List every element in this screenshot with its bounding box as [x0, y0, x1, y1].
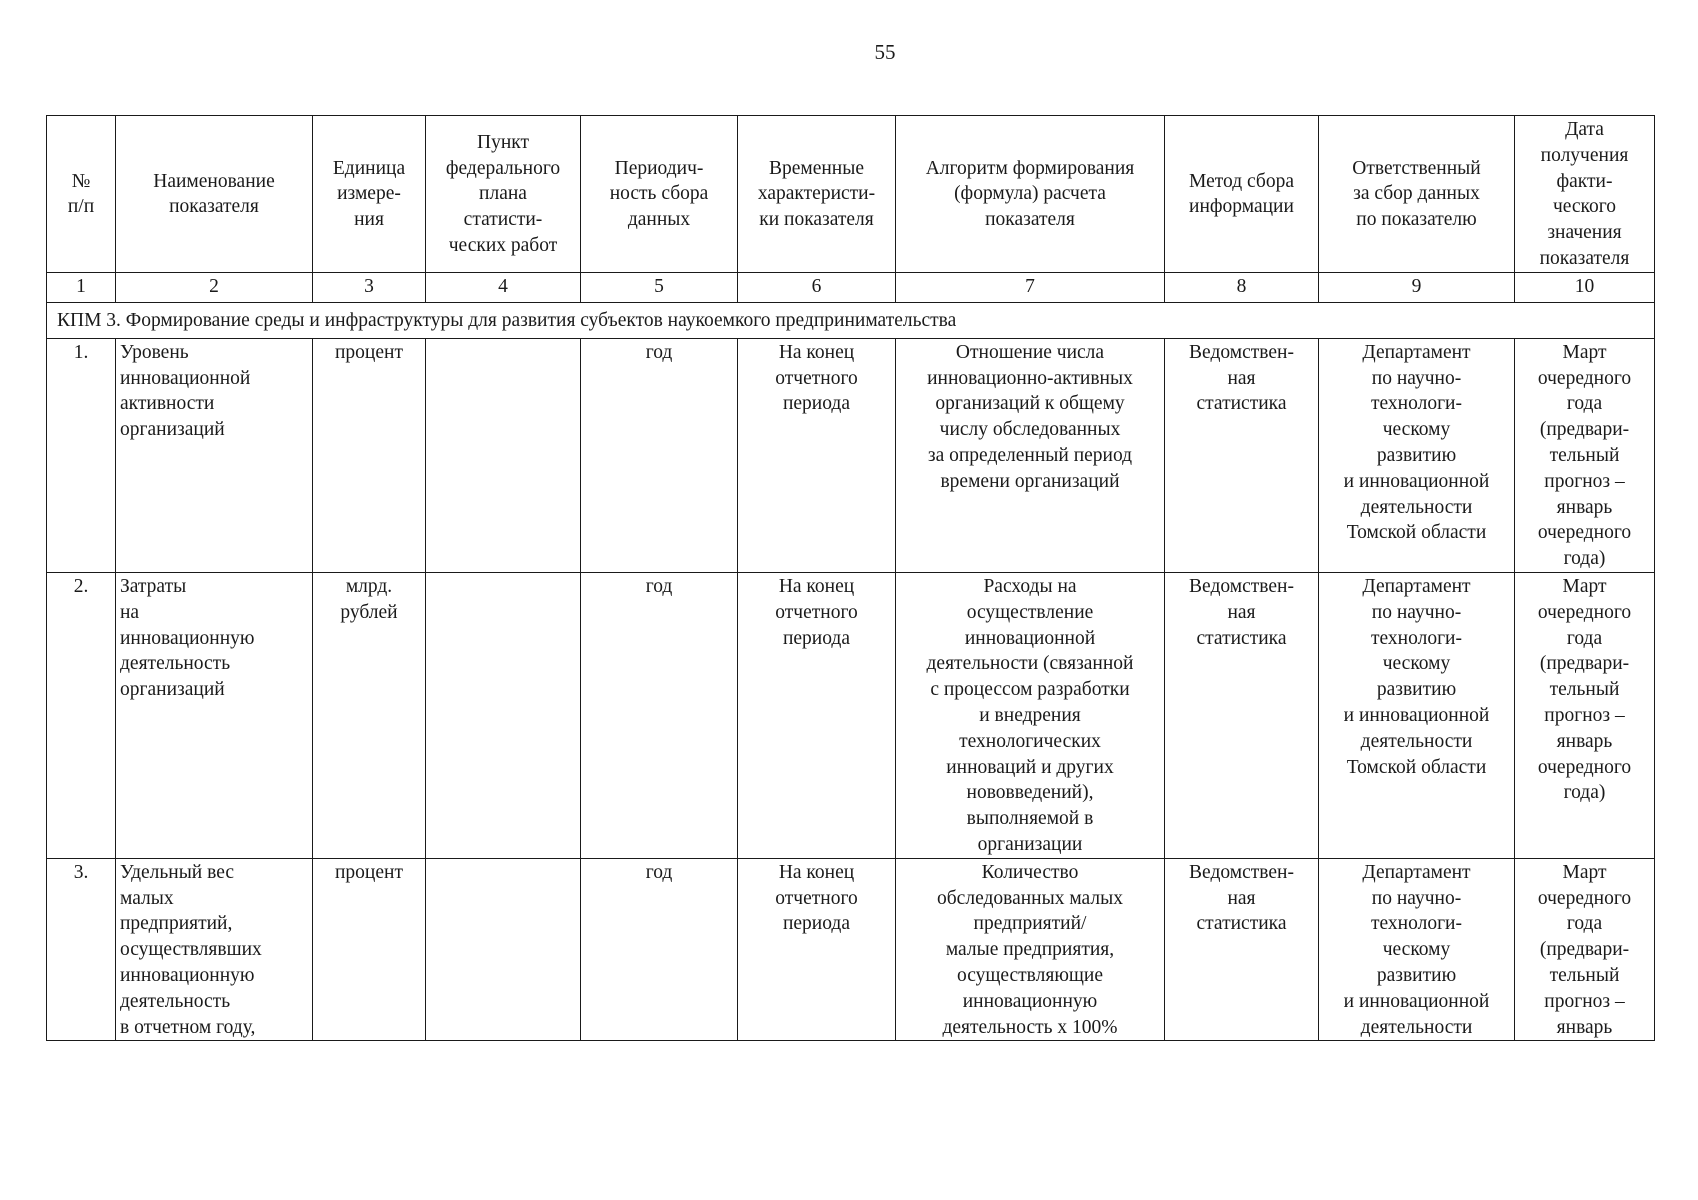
header-fed-plan: Пункт федерального плана статисти- ческих работ — [426, 116, 581, 273]
table-row — [47, 858, 1655, 1041]
column-number: 6 — [738, 272, 896, 302]
page-number: 55 — [874, 40, 896, 64]
header-row — [47, 116, 1655, 273]
header-responsible: Ответственный за сбор данных по показателю — [1319, 116, 1515, 273]
responsible-cell: Департамент по научно- технологи- ческому развитию и инновационной деятельности Томской области — [1319, 338, 1515, 572]
unit-cell: млрд. рублей — [313, 572, 426, 858]
column-number: 2 — [116, 272, 313, 302]
header-time-char: Временные характеристи- ки показателя — [738, 116, 896, 273]
method-cell: Ведомствен- ная статистика — [1165, 338, 1319, 572]
indicator-name: Затраты на инновационную деятельность организаций — [116, 572, 313, 858]
column-number: 3 — [313, 272, 426, 302]
indicator-name: Уровень инновационной активности организаций — [116, 338, 313, 572]
section-row — [47, 302, 1655, 338]
periodicity-cell: год — [581, 338, 738, 572]
responsible-cell: Департамент по научно- технологи- ческому развитию и инновационной деятельности Томской области — [1319, 572, 1515, 858]
periodicity-cell: год — [581, 572, 738, 858]
header-unit: Единица измере- ния — [313, 116, 426, 273]
section-title: КПМ 3. Формирование среды и инфраструктуры для развития субъектов наукоемкого предпринимательства — [47, 302, 1655, 338]
column-number: 4 — [426, 272, 581, 302]
column-number: 1 — [47, 272, 116, 302]
date-cell: Март очередного года (предвари- тельный прогноз – январь очередного года) — [1515, 338, 1655, 572]
table-row — [47, 572, 1655, 858]
periodicity-cell: год — [581, 858, 738, 1041]
row-number: 1. — [47, 338, 116, 572]
fed-plan-cell — [426, 572, 581, 858]
column-number-row — [47, 272, 1655, 302]
unit-cell: процент — [313, 338, 426, 572]
header-periodicity: Периодич- ность сбора данных — [581, 116, 738, 273]
row-number: 2. — [47, 572, 116, 858]
indicators-table — [46, 115, 1655, 1041]
header-num: № п/п — [47, 116, 116, 273]
column-number: 8 — [1165, 272, 1319, 302]
column-number: 7 — [896, 272, 1165, 302]
date-cell: Март очередного года (предвари- тельный прогноз – январь — [1515, 858, 1655, 1041]
header-method: Метод сбора информации — [1165, 116, 1319, 273]
algorithm-cell: Расходы на осуществление инновационной деятельности (связанной с процессом разработки и внедрения технологических инноваций и других нововведений), выполняемой в организации — [896, 572, 1165, 858]
responsible-cell: Департамент по научно- технологи- ческому развитию и инновационной деятельности — [1319, 858, 1515, 1041]
time-char-cell: На конец отчетного периода — [738, 338, 896, 572]
date-cell: Март очередного года (предвари- тельный прогноз – январь очередного года) — [1515, 572, 1655, 858]
indicator-name: Удельный вес малых предприятий, осуществлявших инновационную деятельность в отчетном году, — [116, 858, 313, 1041]
fed-plan-cell — [426, 858, 581, 1041]
time-char-cell: На конец отчетного периода — [738, 858, 896, 1041]
algorithm-cell: Количество обследованных малых предприятий/ малые предприятия, осуществляющие инновационную деятельность х 100% — [896, 858, 1165, 1041]
method-cell: Ведомствен- ная статистика — [1165, 858, 1319, 1041]
method-cell: Ведомствен- ная статистика — [1165, 572, 1319, 858]
header-algorithm: Алгоритм формирования (формула) расчета показателя — [896, 116, 1165, 273]
unit-cell: процент — [313, 858, 426, 1041]
header-date: Дата получения факти- ческого значения показателя — [1515, 116, 1655, 273]
fed-plan-cell — [426, 338, 581, 572]
row-number: 3. — [47, 858, 116, 1041]
column-number: 5 — [581, 272, 738, 302]
algorithm-cell: Отношение числа инновационно-активных организаций к общему числу обследованных за определенный период времени организаций — [896, 338, 1165, 572]
column-number: 10 — [1515, 272, 1655, 302]
time-char-cell: На конец отчетного периода — [738, 572, 896, 858]
table-row — [47, 338, 1655, 572]
header-name: Наименование показателя — [116, 116, 313, 273]
column-number: 9 — [1319, 272, 1515, 302]
